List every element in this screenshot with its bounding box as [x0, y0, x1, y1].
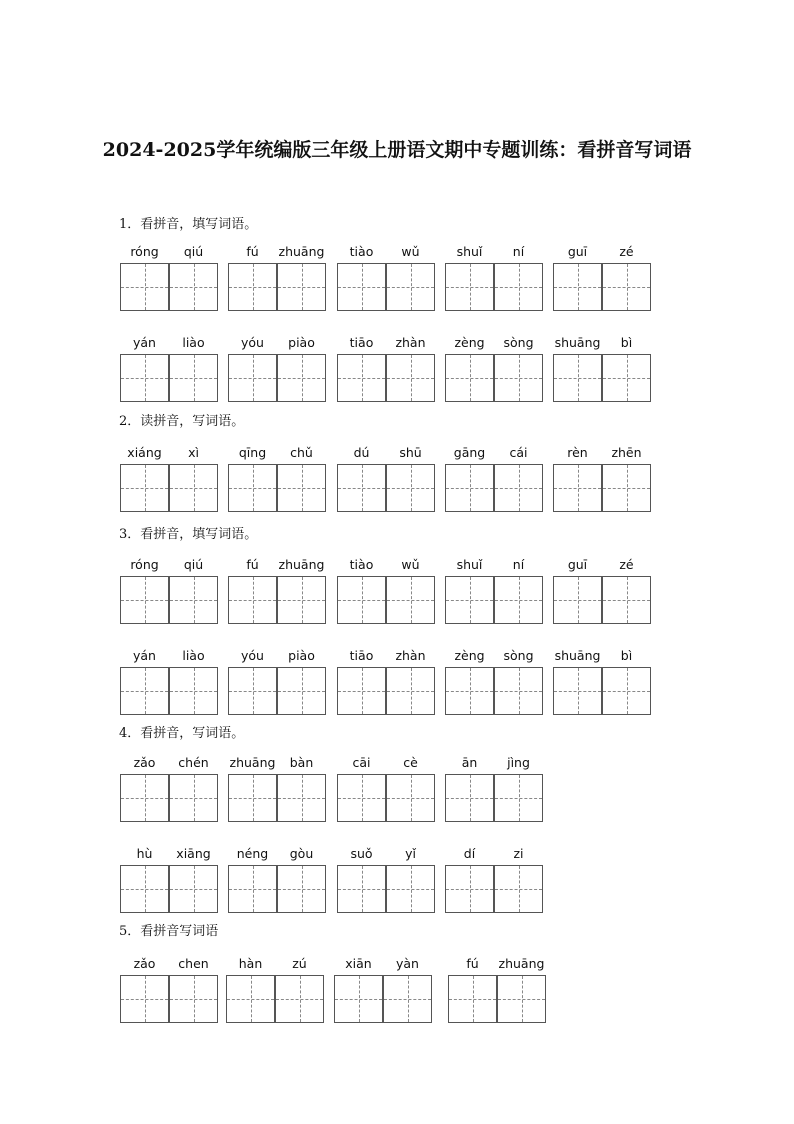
writing-grid	[553, 263, 651, 311]
pinyin-label: yán	[133, 335, 156, 350]
pinyin-label: zǎo	[133, 755, 156, 770]
writing-grid	[445, 774, 543, 822]
writing-grid	[120, 667, 218, 715]
question-label: 1．看拼音，填写词语。	[119, 217, 258, 232]
writing-cell[interactable]	[553, 354, 602, 402]
writing-cell[interactable]	[445, 576, 494, 624]
writing-grid	[228, 865, 326, 913]
writing-grid	[337, 354, 435, 402]
writing-grid	[120, 576, 218, 624]
writing-grid	[337, 667, 435, 715]
pinyin-label: guī	[567, 244, 588, 259]
pinyin-label: chén	[178, 755, 209, 770]
writing-cell[interactable]	[494, 464, 543, 512]
writing-grid	[228, 354, 326, 402]
pinyin-label: zhàn	[395, 648, 426, 663]
pinyin-label: zhuāng	[278, 244, 325, 259]
writing-cell[interactable]	[120, 263, 169, 311]
writing-cell[interactable]	[337, 576, 386, 624]
question-label: 2．读拼音，写词语。	[119, 414, 245, 429]
word-item	[228, 754, 326, 822]
writing-cell[interactable]	[445, 354, 494, 402]
pinyin-label: shuāng	[554, 335, 601, 350]
writing-grid	[337, 865, 435, 913]
writing-cell[interactable]	[228, 354, 277, 402]
writing-cell[interactable]	[337, 354, 386, 402]
writing-cell[interactable]	[120, 774, 169, 822]
pinyin-label: tiào	[349, 557, 374, 572]
writing-cell[interactable]	[277, 576, 326, 624]
writing-cell[interactable]	[602, 263, 651, 311]
writing-cell[interactable]	[277, 667, 326, 715]
writing-cell[interactable]	[386, 354, 435, 402]
pinyin-label: chen	[178, 956, 209, 971]
writing-cell[interactable]	[228, 263, 277, 311]
word-item	[337, 444, 435, 512]
word-item	[334, 955, 432, 1023]
pinyin-label: sòng	[503, 335, 534, 350]
pinyin-label: suǒ	[350, 846, 373, 861]
question-label: 5．看拼音写词语	[119, 924, 219, 939]
writing-grid	[337, 576, 435, 624]
writing-cell[interactable]	[120, 975, 169, 1023]
word-item	[445, 556, 543, 624]
pinyin-label: tiāo	[349, 335, 374, 350]
pinyin-label: qiú	[183, 557, 204, 572]
word-item	[445, 243, 543, 311]
word-item	[120, 845, 218, 913]
writing-grid	[337, 774, 435, 822]
pinyin-label: liào	[182, 335, 205, 350]
writing-grid	[228, 263, 326, 311]
word-item	[337, 243, 435, 311]
word-item	[120, 647, 218, 715]
writing-cell[interactable]	[120, 576, 169, 624]
writing-cell[interactable]	[169, 464, 218, 512]
pinyin-label: zé	[619, 244, 634, 259]
pinyin-label: yóu	[241, 335, 264, 350]
pinyin-label: dú	[353, 445, 370, 460]
writing-grid	[553, 464, 651, 512]
writing-cell[interactable]	[445, 263, 494, 311]
writing-cell[interactable]	[602, 354, 651, 402]
pinyin-label: cái	[509, 445, 528, 460]
pinyin-label: xiāng	[176, 846, 211, 861]
pinyin-label: ān	[461, 755, 478, 770]
pinyin-label: piào	[288, 648, 315, 663]
pinyin-label: róng	[130, 244, 159, 259]
writing-grid	[228, 667, 326, 715]
writing-cell[interactable]	[553, 263, 602, 311]
writing-grid	[337, 263, 435, 311]
word-item	[337, 754, 435, 822]
pinyin-label: cè	[403, 755, 418, 770]
writing-cell[interactable]	[226, 975, 275, 1023]
pinyin-label: zhàn	[395, 335, 426, 350]
writing-cell[interactable]	[228, 464, 277, 512]
word-item	[445, 334, 543, 402]
pinyin-label: bì	[620, 335, 633, 350]
word-item	[120, 556, 218, 624]
pinyin-label: rèn	[567, 445, 588, 460]
word-item	[228, 243, 326, 311]
writing-grid	[228, 576, 326, 624]
pinyin-label: shuǐ	[456, 244, 483, 259]
writing-cell[interactable]	[169, 576, 218, 624]
writing-cell[interactable]	[334, 975, 383, 1023]
writing-cell[interactable]	[494, 667, 543, 715]
word-item	[553, 647, 651, 715]
pinyin-label: qīng	[238, 445, 267, 460]
writing-grid	[120, 774, 218, 822]
writing-cell[interactable]	[120, 464, 169, 512]
word-item	[553, 444, 651, 512]
word-item	[120, 955, 218, 1023]
writing-cell[interactable]	[448, 975, 497, 1023]
writing-cell[interactable]	[275, 975, 324, 1023]
pinyin-label: wǔ	[401, 244, 420, 259]
word-item	[120, 444, 218, 512]
pinyin-label: yàn	[396, 956, 419, 971]
writing-grid	[228, 774, 326, 822]
pinyin-label: qiú	[183, 244, 204, 259]
writing-grid	[553, 667, 651, 715]
writing-cell[interactable]	[494, 576, 543, 624]
writing-grid	[445, 576, 543, 624]
writing-cell[interactable]	[386, 667, 435, 715]
word-item	[228, 845, 326, 913]
writing-cell[interactable]	[228, 576, 277, 624]
pinyin-label: gāng	[453, 445, 486, 460]
writing-grid	[445, 865, 543, 913]
pinyin-label: fú	[246, 244, 259, 259]
writing-grid	[334, 975, 432, 1023]
word-item	[228, 556, 326, 624]
pinyin-label: zhēn	[611, 445, 642, 460]
writing-grid	[120, 263, 218, 311]
pinyin-label: xiān	[345, 956, 372, 971]
writing-grid	[226, 975, 324, 1023]
writing-cell[interactable]	[445, 865, 494, 913]
writing-cell[interactable]	[386, 464, 435, 512]
word-item	[337, 556, 435, 624]
writing-cell[interactable]	[169, 865, 218, 913]
pinyin-label: chǔ	[290, 445, 313, 460]
writing-cell[interactable]	[602, 576, 651, 624]
pinyin-label: zhuāng	[229, 755, 276, 770]
writing-cell[interactable]	[553, 464, 602, 512]
pinyin-label: tiāo	[349, 648, 374, 663]
pinyin-label: zǎo	[133, 956, 156, 971]
writing-cell[interactable]	[386, 774, 435, 822]
pinyin-label: yóu	[241, 648, 264, 663]
writing-grid	[228, 464, 326, 512]
word-item	[228, 444, 326, 512]
pinyin-label: ní	[512, 557, 525, 572]
pinyin-label: xiáng	[127, 445, 162, 460]
writing-grid	[448, 975, 546, 1023]
word-item	[120, 334, 218, 402]
writing-cell[interactable]	[120, 865, 169, 913]
word-item	[226, 955, 324, 1023]
word-item	[445, 754, 543, 822]
writing-cell[interactable]	[277, 774, 326, 822]
writing-grid	[553, 576, 651, 624]
writing-cell[interactable]	[494, 263, 543, 311]
writing-cell[interactable]	[386, 576, 435, 624]
writing-cell[interactable]	[497, 975, 546, 1023]
word-item	[120, 754, 218, 822]
writing-cell[interactable]	[445, 464, 494, 512]
writing-cell[interactable]	[553, 576, 602, 624]
writing-grid	[445, 464, 543, 512]
writing-cell[interactable]	[553, 667, 602, 715]
writing-cell[interactable]	[337, 263, 386, 311]
writing-cell[interactable]	[337, 865, 386, 913]
writing-cell[interactable]	[169, 975, 218, 1023]
word-item	[337, 845, 435, 913]
pinyin-label: shuǐ	[456, 557, 483, 572]
pinyin-label: piào	[288, 335, 315, 350]
writing-grid	[445, 667, 543, 715]
writing-cell[interactable]	[445, 774, 494, 822]
writing-cell[interactable]	[228, 667, 277, 715]
word-item	[448, 955, 546, 1023]
pinyin-label: shuāng	[554, 648, 601, 663]
pinyin-label: wǔ	[401, 557, 420, 572]
writing-cell[interactable]	[386, 865, 435, 913]
pinyin-label: zhuāng	[278, 557, 325, 572]
pinyin-label: róng	[130, 557, 159, 572]
writing-cell[interactable]	[445, 667, 494, 715]
pinyin-label: hù	[136, 846, 153, 861]
page-title: 2024-2025学年统编版三年级上册语文期中专题训练：看拼音写词语	[102, 139, 692, 161]
writing-grid	[120, 464, 218, 512]
writing-cell[interactable]	[277, 354, 326, 402]
pinyin-label: xì	[188, 445, 199, 460]
pinyin-label: shū	[399, 445, 422, 460]
writing-cell[interactable]	[169, 263, 218, 311]
writing-cell[interactable]	[169, 667, 218, 715]
pinyin-label: dí	[463, 846, 476, 861]
pinyin-label: hàn	[238, 956, 263, 971]
pinyin-label: zhuāng	[498, 956, 545, 971]
writing-cell[interactable]	[169, 774, 218, 822]
pinyin-label: tiào	[349, 244, 374, 259]
word-item	[445, 444, 543, 512]
writing-grid	[445, 354, 543, 402]
pinyin-label: fú	[466, 956, 479, 971]
word-item	[553, 243, 651, 311]
writing-cell[interactable]	[383, 975, 432, 1023]
pinyin-label: jìng	[507, 755, 530, 770]
pinyin-label: zi	[513, 846, 524, 861]
writing-cell[interactable]	[494, 354, 543, 402]
writing-cell[interactable]	[602, 464, 651, 512]
pinyin-label: bàn	[289, 755, 314, 770]
writing-cell[interactable]	[386, 263, 435, 311]
writing-grid	[120, 865, 218, 913]
question-label: 4．看拼音，写词语。	[119, 726, 245, 741]
question-label: 3．看拼音，填写词语。	[119, 527, 258, 542]
pinyin-label: sòng	[503, 648, 534, 663]
word-item	[120, 243, 218, 311]
pinyin-label: fú	[246, 557, 259, 572]
pinyin-label: guī	[567, 557, 588, 572]
writing-cell[interactable]	[494, 774, 543, 822]
pinyin-label: yǐ	[405, 846, 416, 861]
writing-cell[interactable]	[120, 354, 169, 402]
writing-grid	[337, 464, 435, 512]
pinyin-label: zé	[619, 557, 634, 572]
pinyin-label: bì	[620, 648, 633, 663]
word-item	[553, 556, 651, 624]
writing-cell[interactable]	[169, 354, 218, 402]
writing-cell[interactable]	[337, 464, 386, 512]
writing-cell[interactable]	[277, 865, 326, 913]
word-item	[445, 647, 543, 715]
writing-cell[interactable]	[228, 774, 277, 822]
pinyin-label: zèng	[454, 648, 485, 663]
writing-grid	[120, 975, 218, 1023]
pinyin-label: liào	[182, 648, 205, 663]
writing-grid	[445, 263, 543, 311]
writing-cell[interactable]	[494, 865, 543, 913]
writing-cell[interactable]	[337, 774, 386, 822]
writing-grid	[120, 354, 218, 402]
pinyin-label: zèng	[454, 335, 485, 350]
word-item	[228, 334, 326, 402]
word-item	[445, 845, 543, 913]
writing-grid	[553, 354, 651, 402]
word-item	[337, 334, 435, 402]
pinyin-label: néng	[236, 846, 269, 861]
writing-cell[interactable]	[337, 667, 386, 715]
pinyin-label: ní	[512, 244, 525, 259]
writing-cell[interactable]	[277, 263, 326, 311]
word-item	[553, 334, 651, 402]
word-item	[337, 647, 435, 715]
pinyin-label: yán	[133, 648, 156, 663]
writing-cell[interactable]	[277, 464, 326, 512]
writing-cell[interactable]	[120, 667, 169, 715]
writing-cell[interactable]	[602, 667, 651, 715]
word-item	[228, 647, 326, 715]
pinyin-label: gòu	[289, 846, 314, 861]
pinyin-label: cāi	[352, 755, 371, 770]
pinyin-label: zú	[292, 956, 307, 971]
writing-cell[interactable]	[228, 865, 277, 913]
